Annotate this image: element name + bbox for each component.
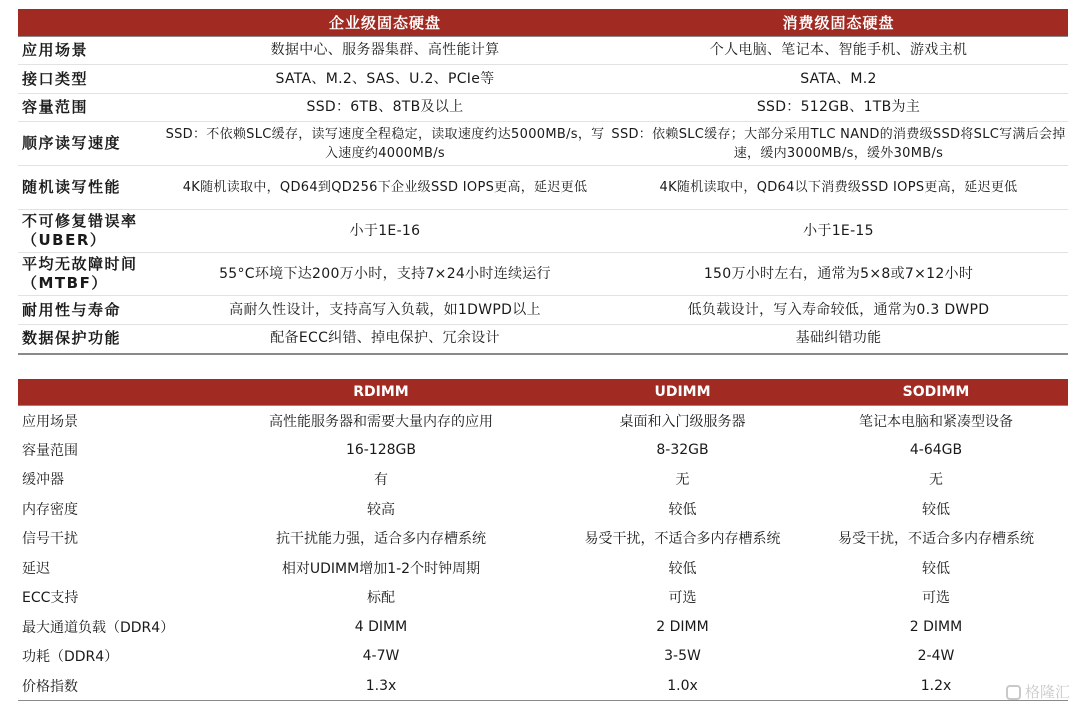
- consumer-value: 基础纠错功能: [795, 330, 882, 347]
- row-label: 最大通道负载（DDR4）: [22, 619, 175, 636]
- udimm-value: 可选: [668, 590, 697, 607]
- row-label: 容量范围: [22, 442, 78, 459]
- table-row: [18, 406, 1068, 436]
- enterprise-value: 高耐久性设计，支持高写入负载，如1DWPD以上: [229, 301, 541, 318]
- row-label: 容量范围: [22, 98, 89, 116]
- row-label: 耐用性与寿命: [22, 300, 122, 319]
- enterprise-value: SSD：不依赖SLC缓存，读写速度全程稳定，读取速度约达5000MB/s，写入速度约4000MB/s: [165, 126, 605, 161]
- sodimm-value: 可选: [922, 590, 950, 607]
- rdimm-value: 16-128GB: [345, 441, 417, 458]
- row-label: 价格指数: [18, 671, 201, 701]
- row-label: 平均无故障时间（MTBF）: [22, 255, 138, 292]
- table-row: [18, 325, 1068, 354]
- table-row: [18, 465, 1068, 495]
- row-label: 接口类型: [22, 69, 89, 88]
- udimm-value: 无: [675, 472, 690, 489]
- header-consumer-ssd: 消费级固态硬盘: [609, 9, 1068, 37]
- rdimm-value: 标配: [367, 590, 395, 607]
- sodimm-value: 易受干扰，不适合多内存槽系统: [838, 531, 1034, 548]
- table-row: [18, 524, 1068, 554]
- rdimm-value: 抗干扰能力强，适合多内存槽系统: [276, 531, 486, 548]
- header-corner: [18, 9, 161, 37]
- udimm-value: 8-32GB: [656, 441, 709, 458]
- row-label: 应用场景: [18, 406, 201, 436]
- enterprise-value: 4K随机读取中，QD64到QD256下企业级SSD IOPS更高，延迟更低: [182, 180, 588, 195]
- udimm-value: 2 DIMM: [656, 618, 709, 635]
- rdimm-value: 1.3x: [201, 671, 561, 701]
- sodimm-value: 4-64GB: [909, 441, 963, 458]
- table-row: [18, 612, 1068, 642]
- row-label: 顺序读写速度: [22, 134, 122, 152]
- row-label: 不可修复错误率（UBER）: [22, 212, 138, 249]
- table-row: [18, 553, 1068, 583]
- consumer-value: 个人电脑、笔记本、智能手机、游戏主机: [709, 42, 968, 58]
- ssd-comparison-table: [18, 9, 1068, 355]
- udimm-value: 易受干扰，不适合多内存槽系统: [584, 531, 781, 548]
- table-row: [18, 122, 1068, 166]
- brand-logo-icon: [1006, 685, 1021, 700]
- table-row: [18, 494, 1068, 524]
- enterprise-value: 配备ECC纠错、掉电保护、冗余设计: [270, 330, 500, 347]
- sodimm-value: 2-4W: [917, 648, 955, 665]
- ssd-table-header: [18, 9, 1068, 37]
- row-label: 功耗（DDR4）: [22, 649, 119, 666]
- consumer-value: 小于1E-15: [803, 222, 874, 239]
- sodimm-value: 1.2x: [804, 671, 1068, 701]
- row-label: 延迟: [22, 560, 50, 577]
- udimm-value: 较低: [668, 501, 697, 518]
- udimm-value: 1.0x: [561, 671, 804, 701]
- row-label: 信号干扰: [22, 531, 78, 548]
- enterprise-value: SATA、M.2、SAS、U.2、PCIe等: [275, 70, 495, 87]
- consumer-value: 150万小时左右，通常为5×8或7×12小时: [703, 265, 974, 282]
- header-rdimm: RDIMM: [201, 379, 561, 406]
- table-row: [18, 65, 1068, 94]
- udimm-value: 3-5W: [664, 648, 701, 665]
- table-row: [18, 37, 1068, 65]
- consumer-value: SSD：依赖SLC缓存；大部分采用TLC NAND的消费级SSD将SLC写满后会掉速，缓内3000MB/s，缓外30MB/s: [611, 126, 1066, 161]
- enterprise-value: 55°C环境下达200万小时，支持7×24小时连续运行: [219, 265, 551, 282]
- consumer-value: 低负载设计，写入寿命较低，通常为0.3 DWPD: [687, 301, 990, 318]
- row-label: 内存密度: [22, 501, 78, 518]
- rdimm-value: 4 DIMM: [354, 618, 408, 635]
- sodimm-value: 2 DIMM: [909, 618, 963, 635]
- sodimm-value: 较低: [922, 501, 950, 518]
- table-row: [18, 210, 1068, 253]
- sodimm-value: 笔记本电脑和紧凑型设备: [804, 406, 1068, 436]
- table-row: [18, 166, 1068, 210]
- consumer-value: 4K随机读取中，QD64以下消费级SSD IOPS更高，延迟更低: [659, 180, 1018, 195]
- watermark: [1006, 681, 1070, 702]
- header-udimm: UDIMM: [561, 379, 804, 406]
- consumer-value: SATA、M.2: [800, 70, 877, 87]
- table-row: [18, 671, 1068, 701]
- dimm-table-header: [18, 379, 1068, 406]
- table-row: [18, 435, 1068, 465]
- dimm-comparison-table: [18, 379, 1068, 701]
- row-label: ECC支持: [22, 590, 79, 607]
- rdimm-value: 相对UDIMM增加1-2个时钟周期: [281, 560, 481, 577]
- table-row: [18, 642, 1068, 672]
- header-sodimm: SODIMM: [804, 379, 1068, 406]
- enterprise-value: 数据中心、服务器集群、高性能计算: [270, 42, 500, 58]
- table-row: [18, 583, 1068, 613]
- row-label: 应用场景: [22, 41, 89, 59]
- sodimm-value: 较低: [922, 560, 950, 577]
- row-label: 随机读写性能: [22, 178, 122, 196]
- table-row: [18, 253, 1068, 296]
- rdimm-value: 4-7W: [362, 648, 400, 665]
- row-label: 缓冲器: [22, 472, 64, 489]
- enterprise-value: SSD：6TB、8TB及以上: [306, 99, 464, 115]
- sodimm-value: 无: [929, 472, 943, 489]
- rdimm-value: 较高: [367, 501, 395, 518]
- watermark-text: 格隆汇: [1024, 683, 1070, 701]
- rdimm-value: 有: [374, 472, 388, 489]
- consumer-value: SSD：512GB、1TB为主: [756, 99, 921, 115]
- udimm-value: 桌面和入门级服务器: [561, 406, 804, 436]
- header-corner: [18, 379, 201, 406]
- header-enterprise-ssd: 企业级固态硬盘: [161, 9, 609, 37]
- table-row: [18, 296, 1068, 325]
- udimm-value: 较低: [668, 560, 697, 577]
- row-label: 数据保护功能: [22, 329, 122, 348]
- table-row: [18, 94, 1068, 122]
- rdimm-value: 高性能服务器和需要大量内存的应用: [201, 406, 561, 436]
- enterprise-value: 小于1E-16: [349, 222, 421, 239]
